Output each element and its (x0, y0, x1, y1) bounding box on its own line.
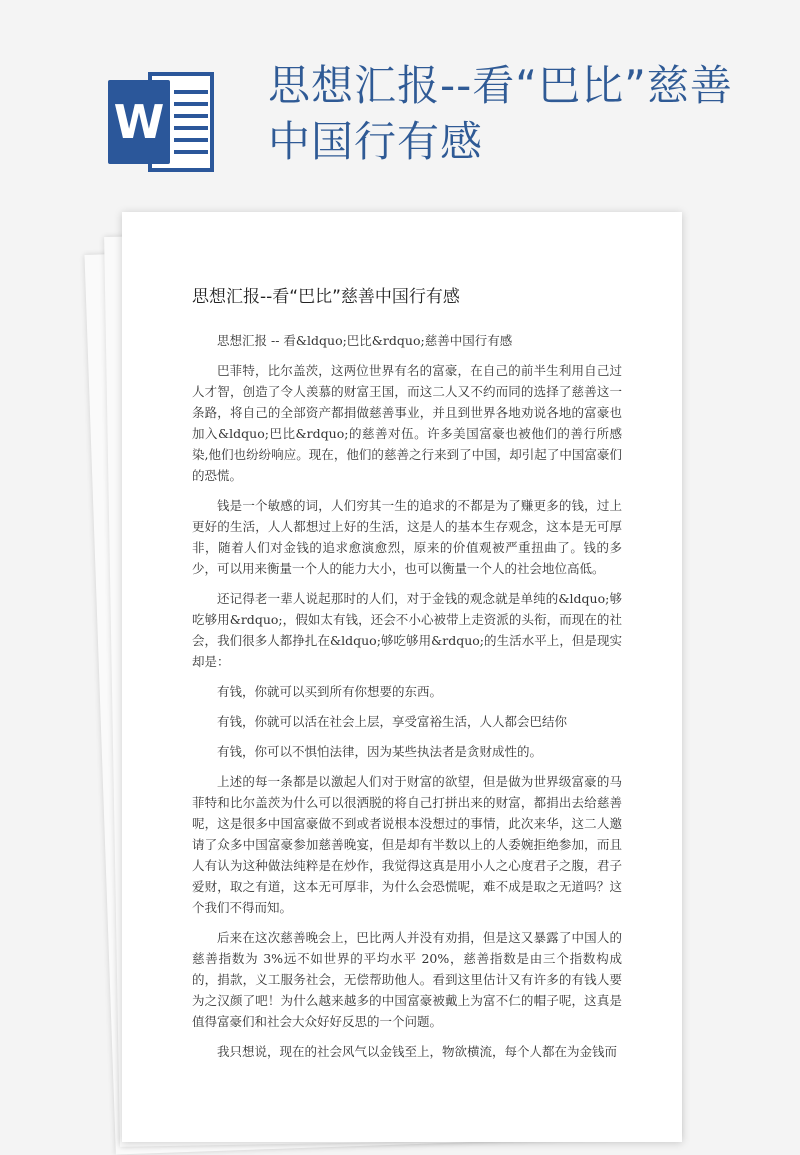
paragraph: 有钱，你就可以活在社会上层，享受富裕生活，人人都会巴结你 (217, 714, 568, 729)
paragraph: 思想汇报 -- 看&ldquo;巴比&rdquo;慈善中国行有感 (217, 333, 513, 348)
paragraph: 有钱，你就可以买到所有你想要的东西。 (217, 684, 443, 699)
paragraph: 钱是一个敏感的词，人们穷其一生的追求的不都是为了赚更多的钱，过上更好的生活，人人都想过上好的生活，这是人的基本生存观念，这本是无可厚非，随着人们对金钱的追求愈演愈烈，原来的价值观被严重扭曲了。钱的多少，可以用来衡量一个人的能力大小，也可以衡量一个人的社会地位高低。 (192, 498, 622, 576)
word-document-icon (108, 72, 216, 172)
document-title: 思想汇报--看“巴比”慈善中国行有感 (268, 61, 733, 166)
document-page (122, 212, 682, 1142)
word-letter-icon: W (108, 80, 170, 164)
paragraph: 巴菲特，比尔盖茨，这两位世界有名的富豪，在自己的前半生利用自己过人才智，创造了令人羡慕的财富王国，而这二人又不约而同的选择了慈善这一条路，将自己的全部资产都捐做慈善事业，并且到世界各地劝说各地的富豪也加入&ldquo;巴比&rdquo;的慈善对伍。许多美国富豪也被他们的善行所感染,他们也纷纷响应。现在，他们的慈善之行来到了中国，却引起了中国富豪们的恐慌。 (192, 363, 622, 483)
document-body (192, 330, 622, 1071)
paragraph: 我只想说，现在的社会风气以金钱至上，物欲横流，每个人都在为金钱而 (217, 1044, 618, 1059)
header (0, 0, 800, 210)
paragraph: 还记得老一辈人说起那时的人们，对于金钱的观念就是单纯的&ldquo;够吃够用&rdquo;，假如太有钱，还会不小心被带上走资派的头衔，而现在的社会，我们很多人都挣扎在&ldquo;够吃够用&rdquo;的生活水平上，但是现实却是： (192, 591, 622, 669)
paragraph: 后来在这次慈善晚会上，巴比两人并没有劝捐，但是这又暴露了中国人的慈善指数为 3%远不如世界的平均水平 20%，慈善指数是由三个指数构成的，捐款，义工服务社会，无偿帮助他人。看到这里估计又有许多的有钱人要为之汉颜了吧！为什么越来越多的中国富豪被戴上为富不仁的帽子呢，这真是值得富豪们和社会大众好好反思的一个问题。 (192, 930, 622, 1029)
paragraph: 有钱，你可以不惧怕法律，因为某些执法者是贪财成性的。 (217, 744, 543, 759)
paragraph: 上述的每一条都是以激起人们对于财富的欲望，但是做为世界级富豪的马菲特和比尔盖茨为什么可以很洒脱的将自己打拼出来的财富，都捐出去给慈善呢，这是很多中国富豪做不到或者说根本没想过的事情，此次来华，这二人邀请了众多中国富豪参加慈善晚宴，但是却有半数以上的人委婉拒绝参加，而且人有认为这种做法纯粹是在炒作，我觉得这真是用小人之心度君子之腹，君子爱财，取之有道，这本无可厚非，为什么会恐慌呢，难不成是取之无道吗？这个我们不得而知。 (192, 774, 622, 915)
page-heading: 思想汇报--看“巴比”慈善中国行有感 (192, 287, 460, 307)
